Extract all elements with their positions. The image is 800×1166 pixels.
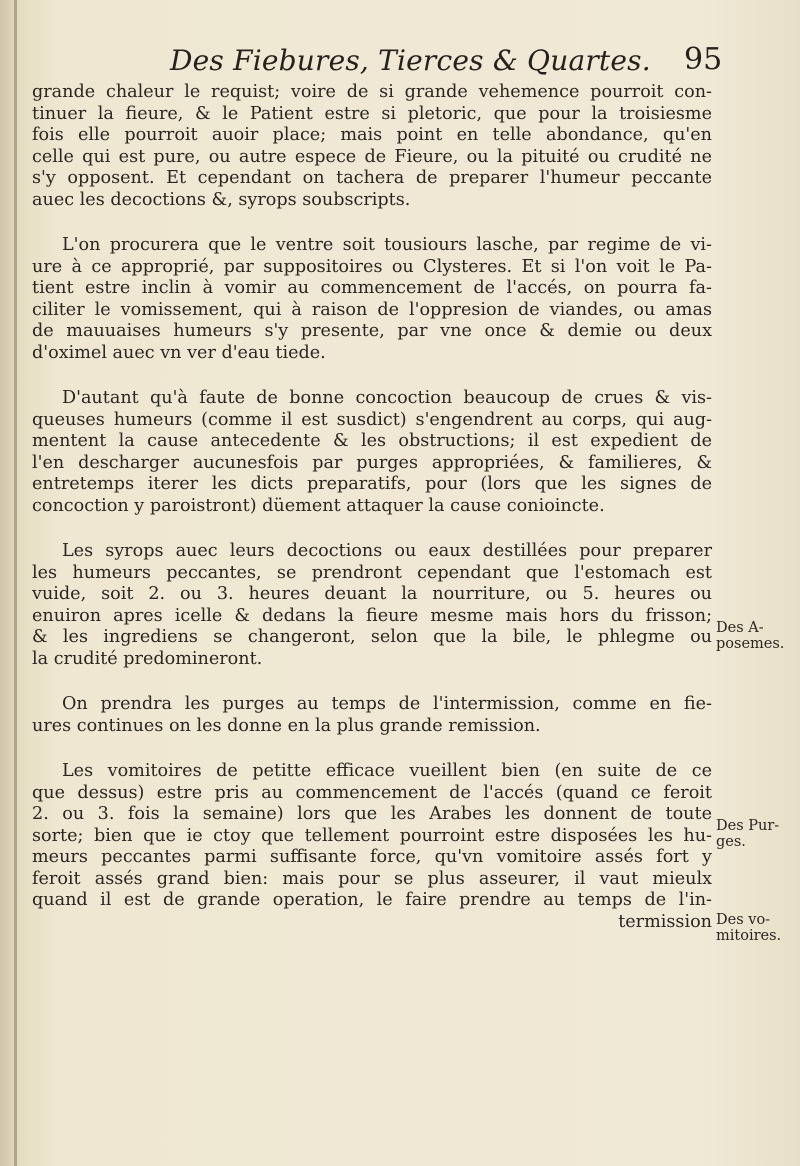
margin-note-purges <box>716 818 800 850</box>
page-header <box>0 38 800 82</box>
margin-note-aposemes <box>716 620 800 652</box>
text-line: fois elle pourroit auoir place; mais point en telle abondance, qu'en <box>32 125 712 145</box>
text-line: les humeurs peccantes, se prendront cependant que l'estomach est <box>32 562 712 583</box>
text-line: l'en descharger aucunesfois par purges appropriées, & familieres, & <box>32 452 712 473</box>
paragraph <box>32 82 712 211</box>
text-line: la crudité predomineront. <box>32 648 263 669</box>
text-line: de mauuaises humeurs s'y presente, par vne once & demie ou deux <box>32 321 712 341</box>
paragraph <box>32 235 712 364</box>
margin-note-line: ges. <box>716 834 746 850</box>
text-line: L'on procurera que le ventre soit tousiours lasche, par regime de vi- <box>62 235 712 255</box>
paragraph <box>32 541 712 670</box>
margin-note-line: Des Pur- <box>716 818 780 834</box>
text-line: ciliter le vomissement, qui à raison de l'oppresion de viandes, ou amas <box>32 299 712 320</box>
margin-note-line: Des A- <box>716 620 764 636</box>
paragraph <box>32 694 712 737</box>
running-title: Des Fiebures, Tierces & Quartes. <box>170 44 651 77</box>
text-line: concoction y paroistront) düement attaquer la cause conioincte. <box>32 495 605 516</box>
body-text <box>32 82 712 933</box>
text-line: queuses humeurs (comme il est susdict) s'engendrent au corps, qui aug- <box>32 409 712 430</box>
text-line: feroit assés grand bien: mais pour se plus asseurer, il vaut mieulx <box>32 868 712 889</box>
text-line: entretemps iterer les dicts preparatifs, pour (lors que les signes de <box>32 474 712 494</box>
page-gutter <box>14 0 17 1166</box>
text-line: On prendra les purges au temps de l'intermission, comme en fie- <box>62 694 712 714</box>
margin-note-line: posemes. <box>716 636 785 652</box>
text-line: enuiron apres icelle & dedans la fieure mesme mais hors du frisson; <box>32 605 712 626</box>
margin-note-line: Des vo- <box>716 912 771 928</box>
text-line: meurs peccantes parmi suffisante force, qu'vn vomitoire assés fort y <box>32 847 712 867</box>
text-line: quand il est de grande operation, le faire prendre au temps de l'in- <box>32 890 712 910</box>
text-line: d'oximel auec vn ver d'eau tiede. <box>32 342 326 363</box>
text-line: Les vomitoires de petitte efficace vueillent bien (en suite de ce <box>62 761 712 781</box>
text-line: D'autant qu'à faute de bonne concoction beaucoup de crues & vis- <box>62 388 712 408</box>
text-line: & les ingrediens se changeront, selon que la bile, le phlegme ou <box>32 627 712 647</box>
paragraph <box>32 761 712 933</box>
text-line: grande chaleur le requist; voire de si grande vehemence pourroit con- <box>32 82 712 102</box>
text-line: Les syrops auec leurs decoctions ou eaux destillées pour preparer <box>62 541 712 561</box>
text-line: ure à ce approprié, par suppositoires ou Clysteres. Et si l'on voit le Pa- <box>32 256 712 277</box>
text-line: vuide, soit 2. ou 3. heures deuant la nourriture, ou 5. heures ou <box>32 584 712 604</box>
text-line: termission <box>618 911 712 932</box>
text-line: ures continues on les donne en la plus grande remission. <box>32 715 541 736</box>
margin-note-line: mitoires. <box>716 928 782 944</box>
text-line: que dessus) estre pris au commencement de l'accés (quand ce feroit <box>32 782 712 803</box>
margin-note-vomitoires <box>716 912 800 944</box>
text-line: tient estre inclin à vomir au commencement de l'accés, on pourra fa- <box>32 278 712 298</box>
text-line: tinuer la fieure, & le Patient estre si pletoric, que pour la troisiesme <box>32 103 712 124</box>
text-line: celle qui est pure, ou autre espece de Fieure, ou la pituité ou crudité ne <box>32 146 712 167</box>
text-line: 2. ou 3. fois la semaine) lors que les Arabes les donnent de toute <box>32 804 712 824</box>
page-number: 95 <box>684 42 723 77</box>
text-line: sorte; bien que ie ctoy que tellement pourroint estre disposées les hu- <box>32 825 712 846</box>
paragraph <box>32 388 712 517</box>
text-line: s'y opposent. Et cependant on tachera de preparer l'humeur peccante <box>32 168 712 188</box>
text-line: mentent la cause antecedente & les obstructions; il est expedient de <box>32 431 712 451</box>
text-line: auec les decoctions &, syrops soubscripts. <box>32 189 411 210</box>
